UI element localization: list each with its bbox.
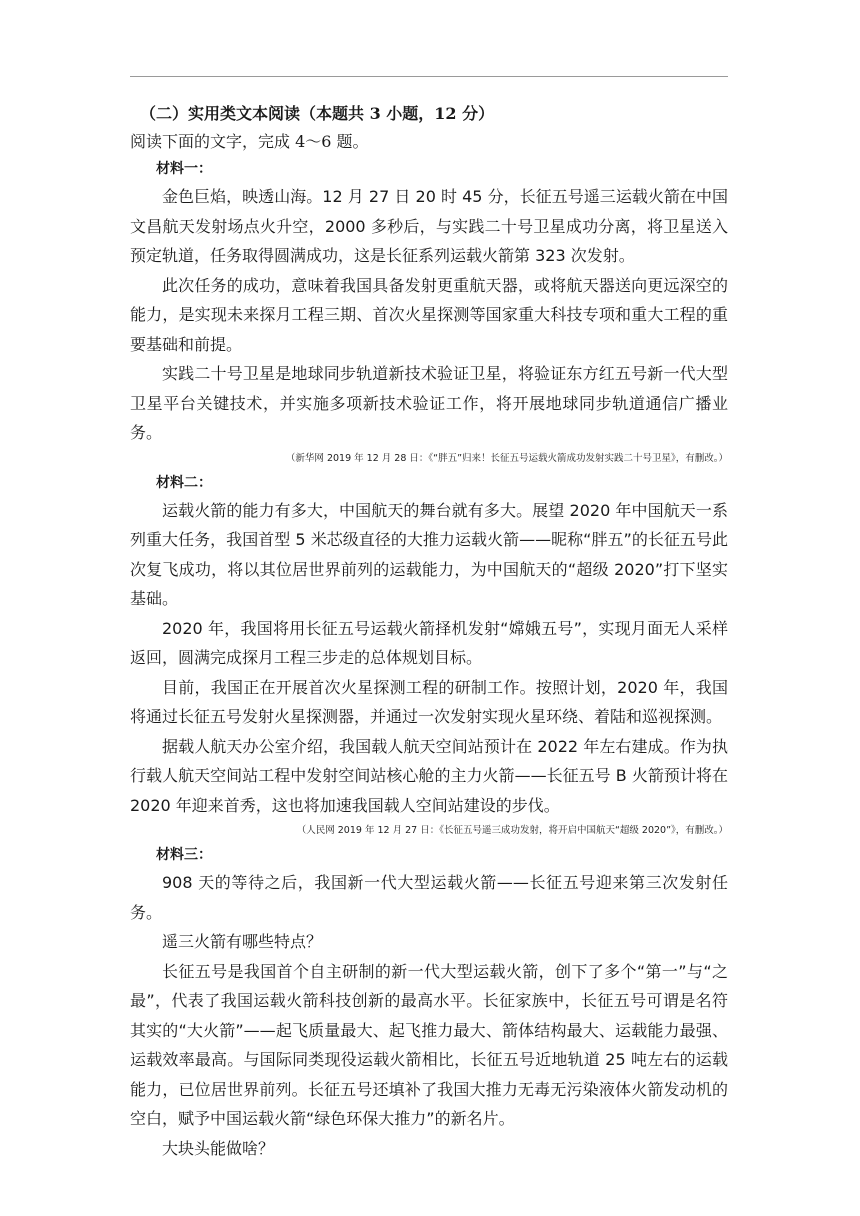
material-3-label: 材料三： xyxy=(156,847,212,863)
material-1-paragraph: 实践二十号卫星是地球同步轨道新技术验证卫星，将验证东方红五号新一代大型卫星平台关键技术，并实施多项新技术验证工作，将开展地球同步轨道通信广播业务。 xyxy=(130,364,728,442)
header-rule xyxy=(130,76,728,77)
reading-passage xyxy=(130,100,728,1163)
material-2-paragraph: 据载人航天办公室介绍，我国载人航天空间站预计在 2022 年左右建成。作为执行载人航天空间站工程中发射空间站核心舱的主力火箭——长征五号 B 火箭预计将在 2020 年迎来首秀，这也将加速我国载人空间站建设的步伐。 xyxy=(130,736,728,815)
material-1-paragraph: 金色巨焰，映透山海。12 月 27 日 20 时 45 分，长征五号遥三运载火箭在中国文昌航天发射场点火升空，2000 多秒后，与实践二十号卫星成功分离，将卫星送入预定轨道，任务取得圆满成功，这是长征系列运载火箭第 323 次发射。 xyxy=(130,187,728,265)
material-1-label: 材料一： xyxy=(156,161,212,177)
material-3-paragraph: 遥三火箭有哪些特点？ xyxy=(162,932,323,951)
material-3-paragraph: 908 天的等待之后，我国新一代大型运载火箭——长征五号迎来第三次发射任务。 xyxy=(130,873,728,922)
material-2-paragraph: 目前，我国正在开展首次火星探测工程的研制工作。按照计划，2020 年，我国将通过长征五号发射火星探测器，并通过一次发射实现火星环绕、着陆和巡视探测。 xyxy=(130,677,728,726)
section-heading: （二）实用类文本阅读（本题共 3 小题，12 分） xyxy=(140,104,495,123)
section-intro: 阅读下面的文字，完成 4～6 题。 xyxy=(130,132,369,151)
material-2-paragraph: 2020 年，我国将用长征五号运载火箭择机发射“嫦娥五号”，实现月面无人采样返回，圆满完成探月工程三步走的总体规划目标。 xyxy=(130,618,728,667)
material-3-paragraph: 大块头能做啥？ xyxy=(162,1138,275,1158)
material-2-label: 材料二： xyxy=(156,474,212,491)
material-3-paragraph: 长征五号是我国首个自主研制的新一代大型运载火箭，创下了多个“第一”与“之最”，代表了我国运载火箭科技创新的最高水平。长征家族中，长征五号可谓是名符其实的“大火箭”——起飞质量最大、起飞推力最大、箭体结构最大、运载能力最强、运载效率最高。与国际同类现役运载火箭相比，长征五号近地轨道 25 吨左右的运载能力，已位居世界前列。长征五号还填补了我国大推力无毒无污染液体火箭发动机的空白，赋予中国运载火箭“绿色环保大推力”的新名片。 xyxy=(130,961,728,1128)
material-1-paragraph: 此次任务的成功，意味着我国具备发射更重航天器，或将航天器送向更远深空的能力，是实现未来探月工程三期、首次火星探测等国家重大科技专项和重大工程的重要基础和前提。 xyxy=(130,275,728,354)
material-2-paragraph: 运载火箭的能力有多大，中国航天的舞台就有多大。展望 2020 年中国航天一系列重大任务，我国首型 5 米芯级直径的大推力运载火箭——昵称“胖五”的长征五号此次复飞成功，将以其位居世界前列的运载能力，为中国航天的“超级 2020”打下坚实基础。 xyxy=(130,500,728,608)
material-2-source: （人民网 2019 年 12 月 27 日：《长征五号遥三成功发射，将开启中国航天“超级 2020”》，有删改。） xyxy=(296,825,728,836)
material-1-source: （新华网 2019 年 12 月 28 日：《“胖五”归来！长征五号运载火箭成功发射实践二十号卫星》，有删改。） xyxy=(285,452,728,464)
